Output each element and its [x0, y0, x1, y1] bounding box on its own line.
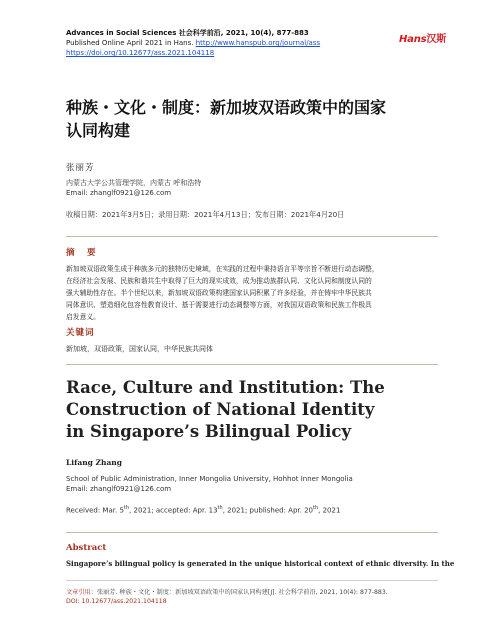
- chinese-title-line-2: 认同构建: [66, 121, 131, 140]
- english-author: Lifang Zhang: [66, 458, 123, 467]
- english-email: Email: zhanglf0921@126.com: [66, 485, 172, 493]
- english-abstract-body: Singapore’s bilingual policy is generated in the unique historical context of ethnic diversity. In the: [66, 559, 455, 568]
- abstract-line: 同体意识、塑造细化包容性教育设计、基于需要进行动态调整等方面，对我国双语政策和民族工作极具: [66, 301, 372, 309]
- doi-line: [66, 49, 214, 57]
- journal-url-link[interactable]: http://www.hanspub.org/journal/ass: [195, 39, 321, 47]
- chinese-email: Email: zhanglf0921@126.com: [66, 189, 172, 197]
- citation-text: 张丽芳. 种族・文化・制度：新加坡双语政策中的国家认同构建[J]. 社会科学前沿, 2021, 10(4): 877-883.: [96, 589, 388, 596]
- chinese-affiliation: 内蒙古大学公共管理学院，内蒙古 呼和浩特: [66, 179, 202, 187]
- citation-label: 文章引用：: [66, 589, 97, 596]
- chinese-keywords-heading: 关键词: [66, 328, 95, 338]
- english-title-line-1: Race, Culture and Institution: The: [66, 378, 385, 397]
- footer-divider: [66, 580, 438, 581]
- chinese-author: 张丽芳: [66, 163, 95, 173]
- hans-logo: [399, 30, 446, 45]
- doi-link[interactable]: https://doi.org/10.12677/ass.2021.104118: [66, 49, 215, 57]
- ordinal-suffix: th: [217, 505, 223, 511]
- journal-header: Advances in Social Sciences 社会科学前沿, 2021, 10(4), 877-883: [66, 29, 309, 37]
- abstract-line: 启发意义。: [66, 313, 100, 321]
- logo-hans-text: Hans: [399, 34, 427, 45]
- ordinal-suffix: th: [313, 505, 319, 511]
- abstract-line: 在经济社会发展、民族和谐共生中取得了巨大的现实成效，成为推动族群认同、文化认同和制度认同的: [66, 277, 372, 285]
- divider: [66, 236, 438, 237]
- chinese-abstract-body: [66, 263, 438, 323]
- ordinal-suffix: th: [123, 505, 130, 511]
- year-end: , 2021: [318, 506, 341, 515]
- received-date: Received: Mar. 5: [66, 506, 124, 515]
- english-affiliation: School of Public Administration, Inner Mongolia University, Hohhot Inner Mongolia: [66, 475, 353, 483]
- english-title-line-2: Construction of National Identity: [66, 400, 375, 419]
- divider: [66, 532, 438, 533]
- footer-doi: DOI: 10.12677/ass.2021.104118: [66, 598, 167, 605]
- accepted-date: , 2021; accepted: Apr. 13: [129, 506, 218, 515]
- published-line: [66, 39, 320, 47]
- abstract-line: 新加坡双语政策生成于种族多元的独特历史境域，在实践的过程中秉持语言平等宗旨不断进行动态调整，: [66, 265, 379, 273]
- chinese-dates: 收稿日期：2021年3月5日；录用日期：2021年4月13日；发布日期：2021年4月20日: [66, 210, 345, 219]
- chinese-title-line-1: 种族・文化・制度：新加坡双语政策中的国家: [66, 98, 387, 117]
- divider: [66, 364, 438, 365]
- chinese-abstract-heading: 摘 要: [66, 248, 98, 258]
- english-title: [66, 377, 446, 443]
- citation-line: [66, 587, 388, 596]
- logo-hanzi-text: 汉斯: [426, 34, 446, 45]
- chinese-title: [66, 96, 446, 142]
- english-dates: [66, 505, 340, 514]
- chinese-keywords: 新加坡，双语政策，国家认同，中华民族共同体: [66, 345, 213, 353]
- published-prefix: Published Online April 2021 in Hans.: [66, 39, 196, 47]
- english-title-line-3: in Singapore’s Bilingual Policy: [66, 422, 352, 441]
- published-date: , 2021; published: Apr. 20: [222, 506, 313, 515]
- abstract-line: 强大辅助性存在。半个世纪以来，新加坡双语政策构建国家认同积累了许多经验，并在铸牢中华民族共: [66, 289, 372, 297]
- english-abstract-heading: Abstract: [66, 543, 107, 553]
